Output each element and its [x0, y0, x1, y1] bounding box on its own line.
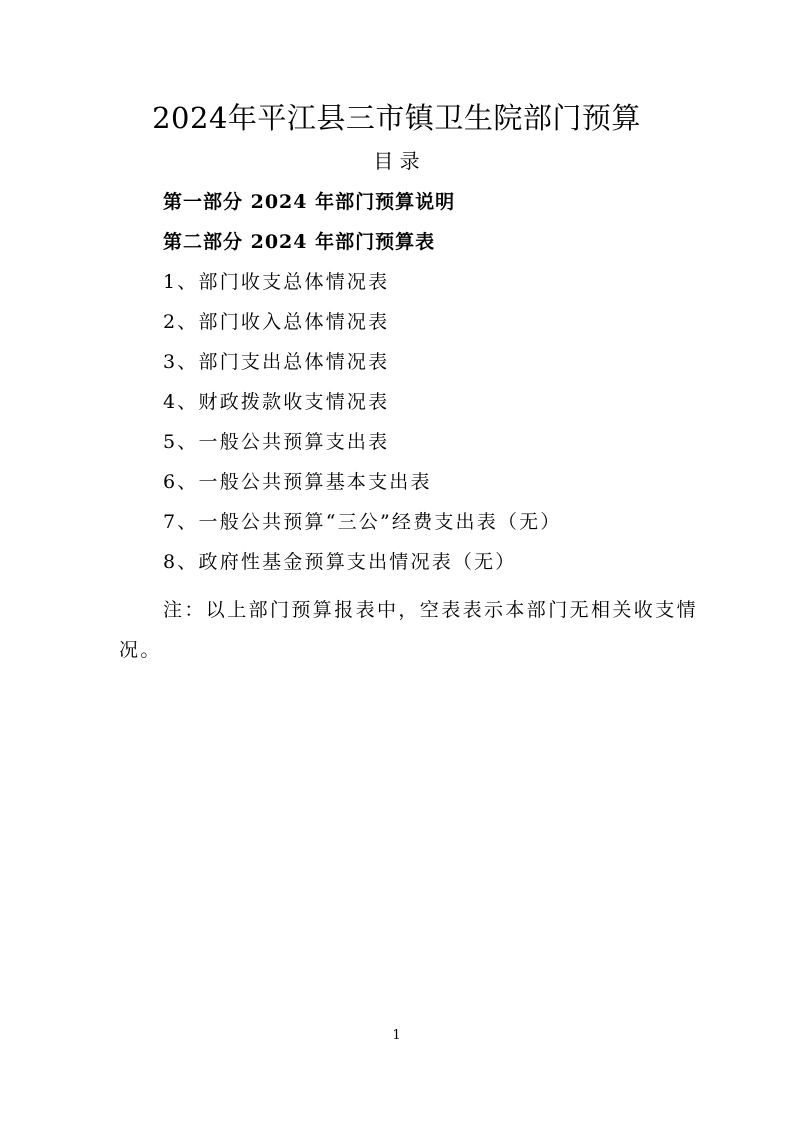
- toc-item-7: 7、一般公共预算“三公”经费支出表（无）: [163, 511, 562, 533]
- toc-item-1: 1、部门收支总体情况表: [163, 271, 390, 293]
- toc-item-6: 6、一般公共预算基本支出表: [163, 471, 432, 493]
- document-note: 注：以上部门预算报表中，空表表示本部门无相关收支情况。: [119, 599, 699, 661]
- toc-part-one: 第一部分 2024 年部门预算说明: [163, 191, 456, 213]
- toc-item-2: 2、部门收入总体情况表: [163, 311, 390, 333]
- document-title: 2024年平江县三市镇卫生院部门预算: [152, 101, 641, 135]
- toc-item-5: 5、一般公共预算支出表: [163, 431, 390, 453]
- toc-part-two: 第二部分 2024 年部门预算表: [163, 231, 436, 253]
- page-number: 1: [392, 1028, 401, 1043]
- toc-item-4: 4、财政拨款收支情况表: [163, 391, 390, 413]
- table-of-contents-heading: 目 录: [373, 149, 420, 173]
- toc-item-8: 8、政府性基金预算支出情况表（无）: [163, 551, 517, 573]
- toc-item-3: 3、部门支出总体情况表: [163, 351, 390, 373]
